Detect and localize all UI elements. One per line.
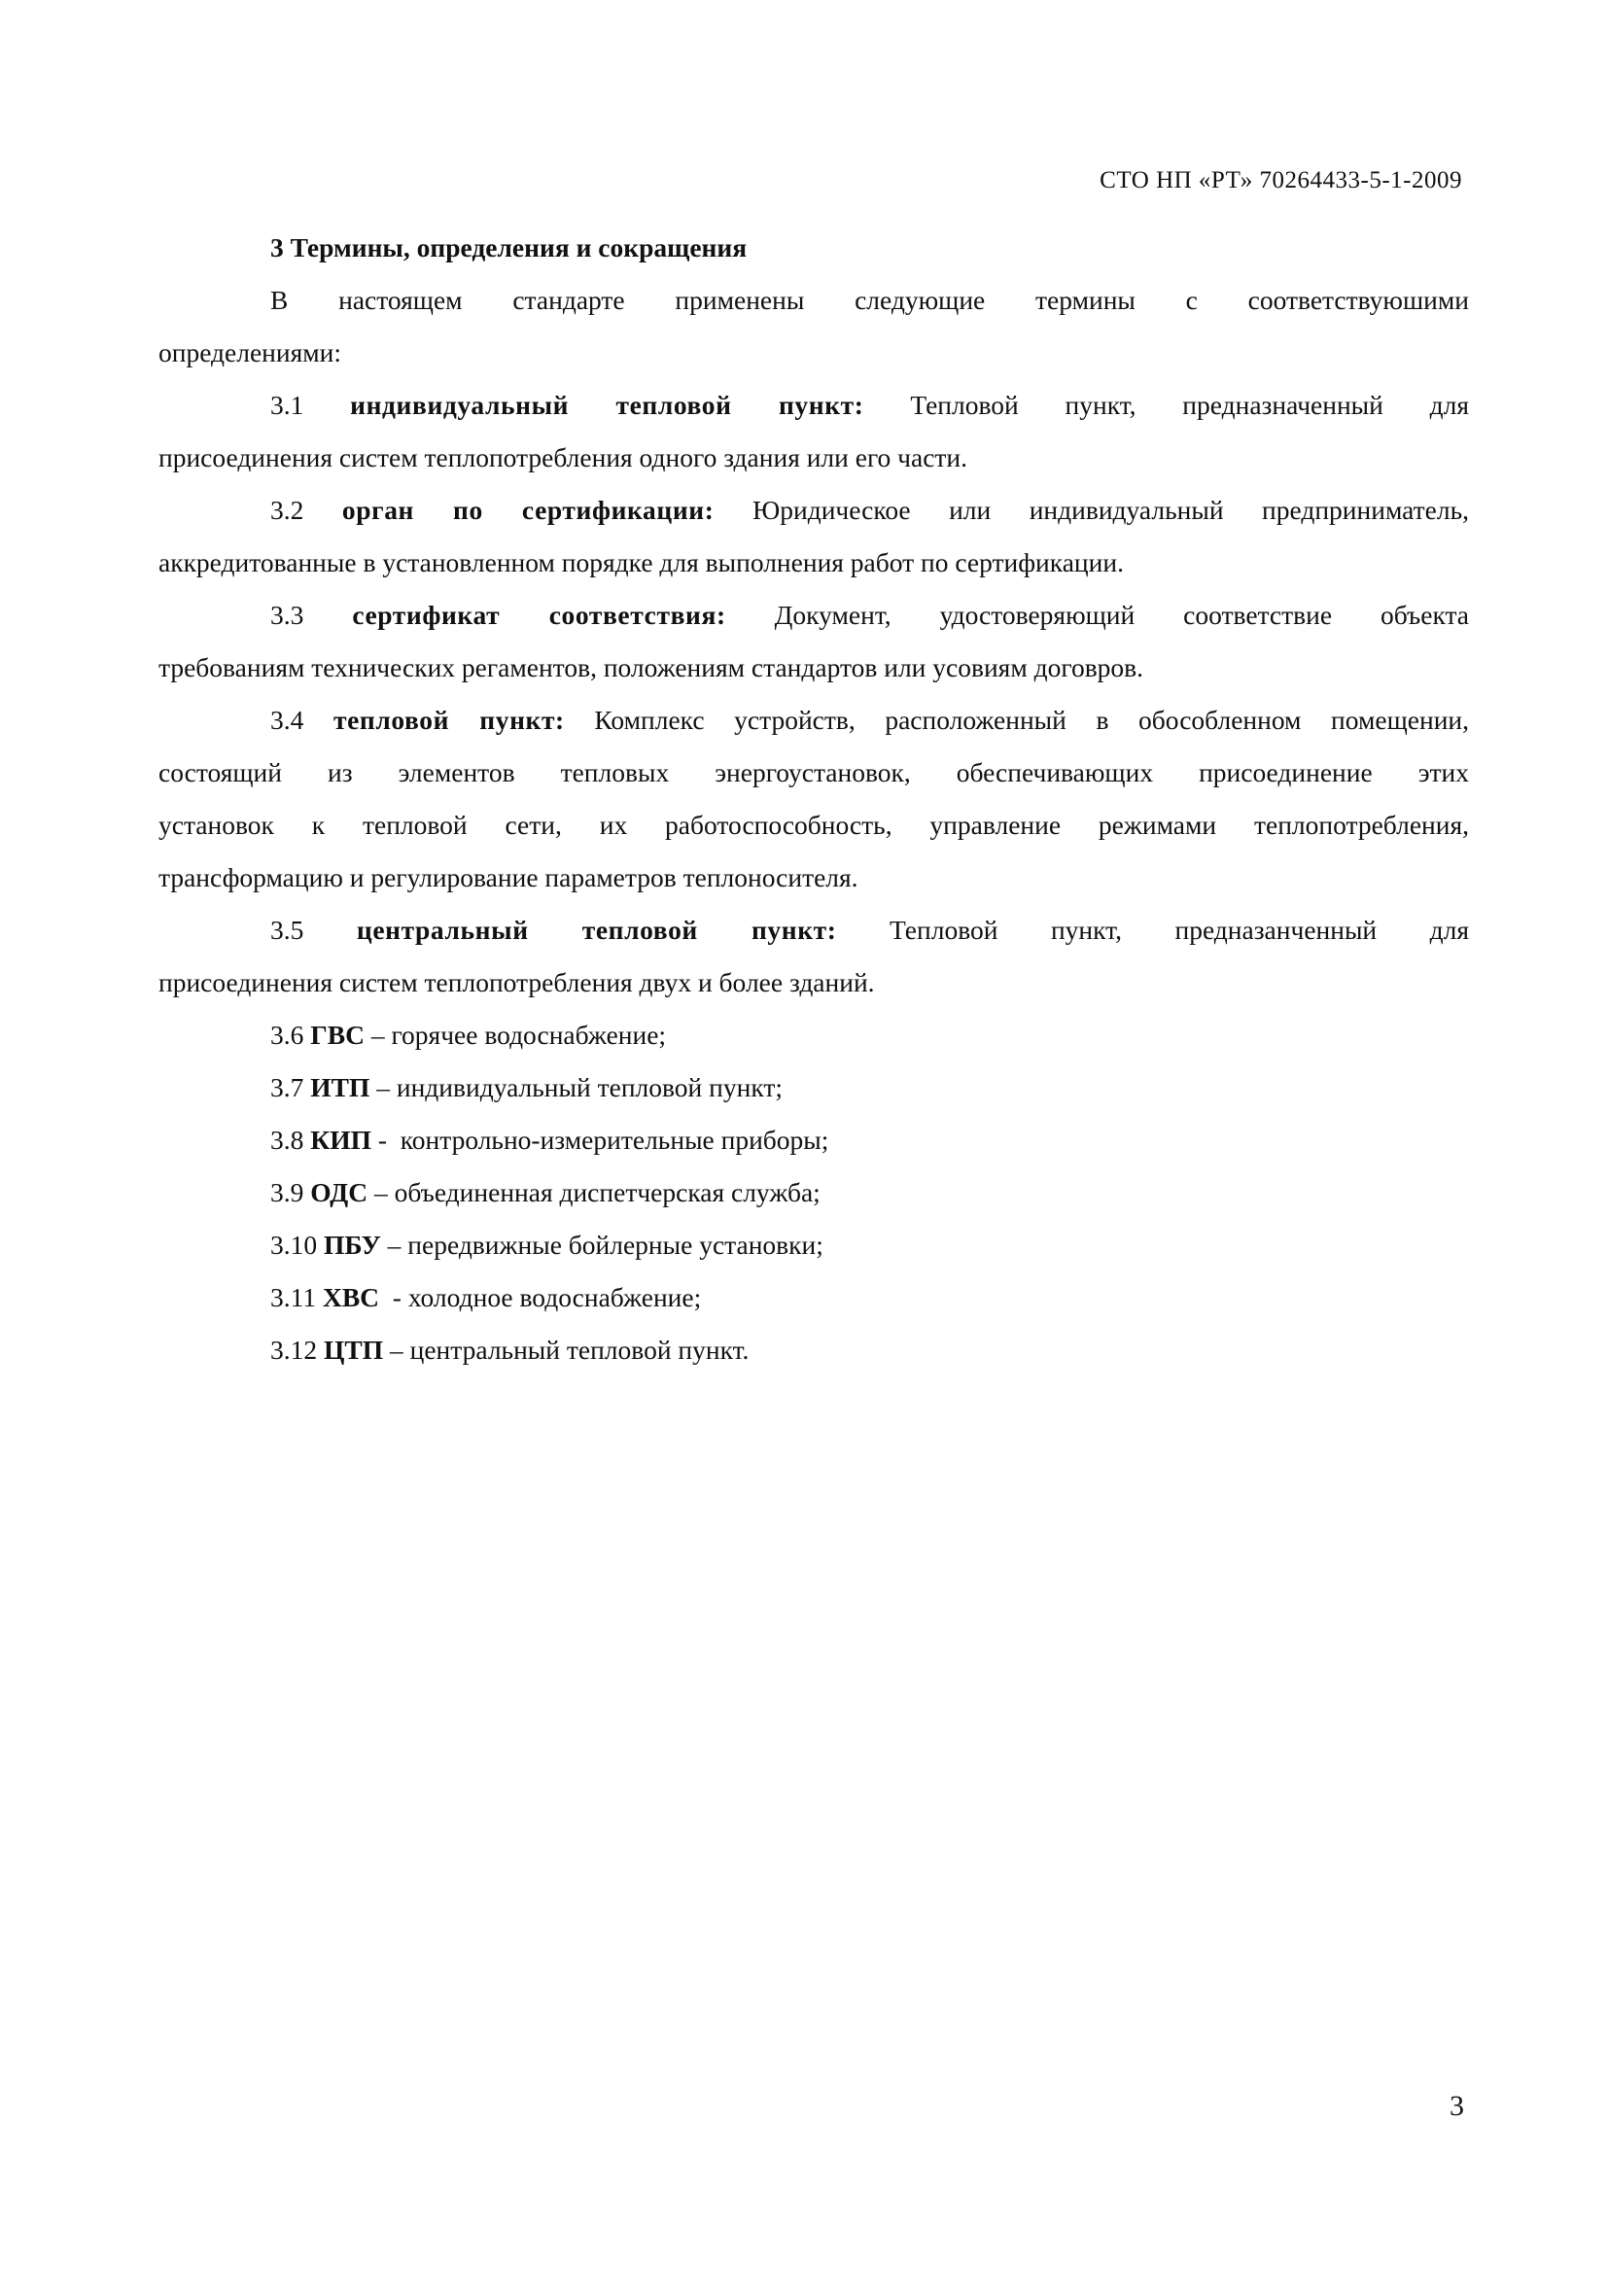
abbreviation-text: центральный тепловой пункт.	[409, 1335, 750, 1365]
abbreviation-separator: -	[379, 1282, 408, 1312]
abbreviation-item	[158, 1114, 1469, 1166]
abbreviation-item	[158, 1061, 1469, 1114]
definition-text-continued: аккредитованные в установленном порядке для выполнения работ по сертификации.	[158, 547, 1124, 577]
definition-text: Тепловой пункт, предназанченный для	[890, 915, 1470, 945]
definition-item	[158, 904, 1469, 1009]
definition-line	[158, 589, 1469, 642]
abbreviation-text: контрольно-измерительные приборы;	[400, 1125, 829, 1155]
abbreviation-number: 3.7	[270, 1072, 304, 1102]
document-code: СТО НП «РТ» 70264433-5-1-2009	[1100, 167, 1462, 193]
definition-text-continued: состоящий из элементов тепловых энергоустановок, обеспечивающих присоединение этих	[158, 757, 1469, 787]
definition-text-continued: требованиям технических регаментов, положениям стандартов или усовиям договров.	[158, 652, 1144, 682]
page-content	[158, 222, 1469, 1376]
abbreviation-separator: –	[367, 1177, 395, 1207]
abbreviation-item	[158, 1219, 1469, 1271]
section-title: 3 Термины, определения и сокращения	[270, 232, 748, 262]
abbreviation-separator: –	[383, 1335, 410, 1365]
definition-line	[158, 379, 1469, 432]
abbreviation-number: 3.8	[270, 1125, 304, 1155]
definition-text-continued: присоединения систем теплопотребления двух и более зданий.	[158, 967, 875, 997]
definition-item	[158, 589, 1469, 694]
abbreviation-term: ПБУ	[324, 1230, 381, 1260]
intro-line-2: определениями:	[158, 337, 342, 367]
definition-text: Комплекс устройств, расположенный в обособленном помещении,	[594, 705, 1470, 735]
definition-term: центральный тепловой пункт:	[356, 915, 837, 945]
definition-term: сертификат соответствия:	[352, 600, 726, 630]
abbreviation-term: ГВС	[310, 1020, 365, 1050]
abbreviation-text: объединенная диспетчерская служба;	[394, 1177, 821, 1207]
definition-number: 3.1	[270, 390, 304, 420]
page-number: 3	[1450, 2090, 1464, 2122]
abbreviation-list	[158, 1009, 1469, 1376]
abbreviation-separator: –	[380, 1230, 408, 1260]
definition-line	[158, 484, 1469, 537]
definition-line	[158, 904, 1469, 957]
abbreviation-term: КИП	[310, 1125, 371, 1155]
intro-paragraph	[158, 274, 1469, 379]
abbreviation-number: 3.12	[270, 1335, 318, 1365]
definition-text: Документ, удостоверяющий соответствие объекта	[774, 600, 1470, 630]
abbreviation-term: ХВС	[322, 1282, 380, 1312]
definition-item	[158, 484, 1469, 589]
definition-number: 3.5	[270, 915, 304, 945]
definition-text-continued: присоединения систем теплопотребления одного здания или его части.	[158, 442, 968, 472]
definition-line	[158, 694, 1469, 747]
abbreviation-text: индивидуальный тепловой пункт;	[396, 1072, 783, 1102]
definition-item	[158, 694, 1469, 904]
abbreviation-text: передвижные бойлерные установки;	[407, 1230, 823, 1260]
definition-number: 3.2	[270, 495, 304, 525]
abbreviation-item	[158, 1271, 1469, 1324]
abbreviation-item	[158, 1324, 1469, 1376]
abbreviation-separator: –	[364, 1020, 392, 1050]
abbreviation-text: холодное водоснабжение;	[407, 1282, 702, 1312]
definition-number: 3.3	[270, 600, 304, 630]
abbreviation-separator: –	[369, 1072, 397, 1102]
abbreviation-term: ОДС	[310, 1177, 368, 1207]
definition-text-continued: трансформацию и регулирование параметров теплоносителя.	[158, 862, 858, 892]
abbreviation-item	[158, 1166, 1469, 1219]
definition-text-continued: установок к тепловой сети, их работоспособность, управление режимами теплопотребления,	[158, 810, 1469, 840]
definition-text: Тепловой пункт, предназначенный для	[910, 390, 1470, 420]
abbreviation-term: ЦТП	[324, 1335, 384, 1365]
abbreviation-number: 3.11	[270, 1282, 317, 1312]
definition-number: 3.4	[270, 705, 304, 735]
abbreviation-separator: -	[370, 1125, 401, 1155]
abbreviation-number: 3.9	[270, 1177, 304, 1207]
abbreviation-number: 3.6	[270, 1020, 304, 1050]
intro-line-1: В настоящем стандарте применены следующие термины с соответствуюшими	[270, 285, 1469, 315]
definition-term: тепловой пункт:	[332, 705, 565, 735]
abbreviation-number: 3.10	[270, 1230, 318, 1260]
abbreviation-item	[158, 1009, 1469, 1061]
definition-item	[158, 379, 1469, 484]
definition-term: индивидуальный тепловой пункт:	[350, 390, 864, 420]
definition-text: Юридическое или индивидуальный предприниматель,	[752, 495, 1470, 525]
definition-term: орган по сертификации:	[341, 495, 715, 525]
abbreviation-text: горячее водоснабжение;	[391, 1020, 667, 1050]
abbreviation-term: ИТП	[310, 1072, 370, 1102]
